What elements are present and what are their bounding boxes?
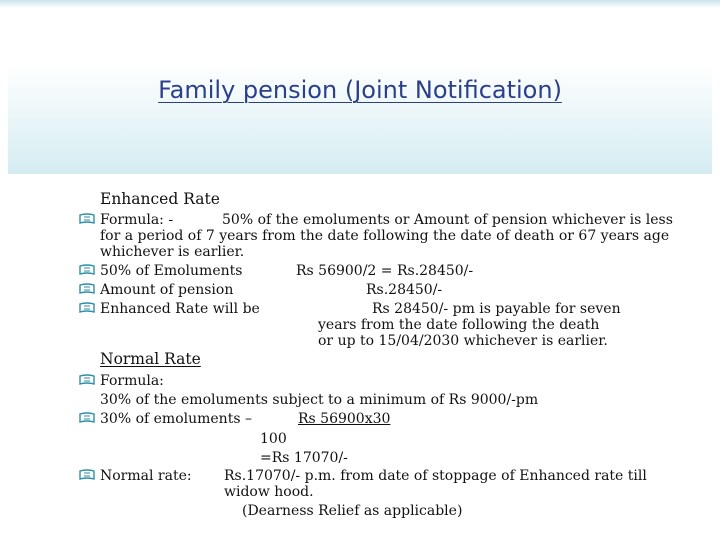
bullet-scroll-icon: [78, 469, 98, 483]
normal-rate-line-1: Rs.17070/- p.m. from date of stoppage of Enhanced rate till: [224, 468, 647, 484]
bullet-scroll-icon: [78, 213, 98, 227]
bullet-scroll-icon: [78, 302, 98, 316]
dearness-relief-note: (Dearness Relief as applicable): [242, 503, 463, 519]
enhanced-formula-label: Formula: -: [100, 212, 174, 228]
normal-formula-text: 30% of the emoluments subject to a minimum of Rs 9000/-pm: [100, 392, 539, 408]
normal-rate-heading: Normal Rate: [100, 350, 201, 368]
normal-rate-label: Normal rate:: [100, 468, 192, 484]
emoluments-value: Rs 56900/2 = Rs.28450/-: [296, 263, 474, 279]
normal-calc-denominator: 100: [260, 431, 287, 447]
enhanced-rate-line-1: Rs 28450/- pm is payable for seven: [372, 301, 621, 317]
pension-amount-label: Amount of pension: [100, 282, 234, 298]
enhanced-rate-line-3: or up to 15/04/2030 whichever is earlier.: [318, 333, 608, 349]
bullet-scroll-icon: [78, 264, 98, 278]
emoluments-label: 50% of Emoluments: [100, 263, 243, 279]
bullet-scroll-icon: [78, 283, 98, 297]
enhanced-formula-line-3: whichever is earlier.: [100, 244, 245, 260]
enhanced-formula-line-2: for a period of 7 years from the date following the date of death or 67 years age: [100, 228, 670, 244]
bullet-scroll-icon: [78, 374, 98, 388]
enhanced-rate-line-2: years from the date following the death: [318, 317, 600, 333]
enhanced-rate-label: Enhanced Rate will be: [100, 301, 260, 317]
normal-calc-numerator: Rs 56900x30: [298, 411, 391, 427]
enhanced-formula-line-1: 50% of the emoluments or Amount of pension whichever is less: [222, 212, 673, 228]
normal-rate-line-2: widow hood.: [224, 484, 314, 500]
pension-amount-value: Rs.28450/-: [366, 282, 443, 298]
slide-title: Family pension (Joint Notification): [158, 76, 562, 104]
enhanced-rate-heading: Enhanced Rate: [100, 190, 220, 208]
bullet-scroll-icon: [78, 412, 98, 426]
normal-formula-label: Formula:: [100, 373, 164, 389]
top-frame-strip: [0, 0, 720, 8]
normal-calc-label: 30% of emoluments –: [100, 411, 252, 427]
normal-calc-result: =Rs 17070/-: [260, 450, 348, 466]
